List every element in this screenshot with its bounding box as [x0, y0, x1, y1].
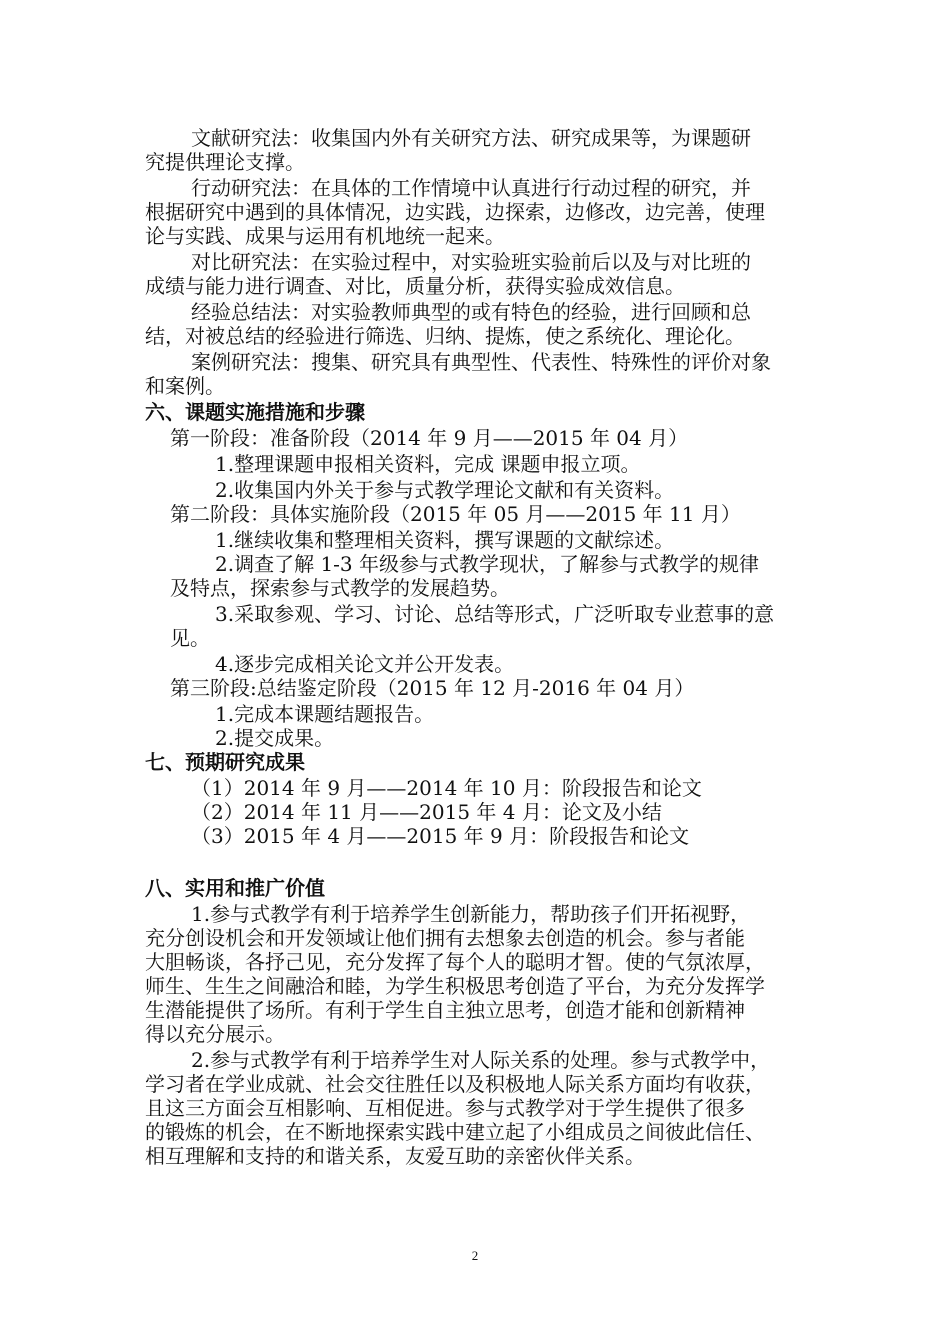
section-6-heading: 六、课题实施措施和步骤	[145, 400, 365, 424]
value-1-line-4: 师生、生生之间融洽和睦，为学生积极思考创造了平台，为充分发挥学	[145, 974, 765, 998]
literature-method-line-1: 文献研究法：收集国内外有关研究方法、研究成果等，为课题研	[191, 126, 751, 150]
stage-2-item-2b: 及特点，探索参与式教学的发展趋势。	[170, 576, 510, 600]
section-8-heading: 八、实用和推广价值	[145, 876, 325, 900]
value-1-line-2: 充分创设机会和开发领域让他们拥有去想象去创造的机会。参与者能	[145, 926, 745, 950]
stage-3-item-2: 2.提交成果。	[215, 726, 335, 750]
value-2-line-4: 的锻炼的机会，在不断地探索实践中建立起了小组成员之间彼此信任、	[145, 1120, 765, 1144]
stage-2-item-3a: 3.采取参观、学习、讨论、总结等形式，广泛听取专业惹事的意	[215, 602, 775, 626]
action-method-line-3: 论与实践、成果与运用有机地统一起来。	[145, 224, 505, 248]
experience-method-line-1: 经验总结法：对实验教师典型的或有特色的经验，进行回顾和总	[191, 300, 751, 324]
experience-method-line-2: 结，对被总结的经验进行筛选、归纳、提炼，使之系统化、理论化。	[145, 324, 745, 348]
value-1-line-3: 大胆畅谈，各抒己见，充分发挥了每个人的聪明才智。使的气氛浓厚，	[145, 950, 765, 974]
stage-3-item-1: 1.完成本课题结题报告。	[215, 702, 435, 726]
value-1-line-1: 1.参与式教学有利于培养学生创新能力，帮助孩子们开拓视野，	[191, 902, 751, 926]
stage-3-title: 第三阶段:总结鉴定阶段（2015 年 12 月-2016 年 04 月）	[170, 676, 695, 700]
stage-1-item-2: 2.收集国内外关于参与式教学理论文献和有关资料。	[215, 478, 675, 502]
section-7-heading: 七、预期研究成果	[145, 750, 305, 774]
stage-1-item-1: 1.整理课题申报相关资料，完成 课题申报立项。	[215, 452, 641, 476]
stage-2-item-4: 4.逐步完成相关论文并公开发表。	[215, 652, 515, 676]
action-method-line-2: 根据研究中遇到的具体情况，边实践，边探索，边修改，边完善，使理	[145, 200, 765, 224]
literature-method-line-2: 究提供理论支撑。	[145, 150, 305, 174]
result-3: （3）2015 年 4 月——2015 年 9 月：阶段报告和论文	[191, 824, 690, 848]
result-1: （1）2014 年 9 月——2014 年 10 月：阶段报告和论文	[191, 776, 702, 800]
case-method-line-2: 和案例。	[145, 374, 225, 398]
value-1-line-6: 得以充分展示。	[145, 1022, 285, 1046]
stage-2-title: 第二阶段：具体实施阶段（2015 年 05 月——2015 年 11 月）	[170, 502, 741, 526]
case-method-line-1: 案例研究法：搜集、研究具有典型性、代表性、特殊性的评价对象	[191, 350, 771, 374]
comparison-method-line-1: 对比研究法：在实验过程中，对实验班实验前后以及与对比班的	[191, 250, 751, 274]
value-1-line-5: 生潜能提供了场所。有利于学生自主独立思考，创造才能和创新精神	[145, 998, 745, 1022]
value-2-line-5: 相互理解和支持的和谐关系，友爱互助的亲密伙伴关系。	[145, 1144, 645, 1168]
stage-2-item-1: 1.继续收集和整理相关资料，撰写课题的文献综述。	[215, 528, 675, 552]
stage-1-title: 第一阶段：准备阶段（2014 年 9 月——2015 年 04 月）	[170, 426, 689, 450]
value-2-line-2: 学习者在学业成就、社会交往胜任以及积极地人际关系方面均有收获，	[145, 1072, 765, 1096]
value-2-line-1: 2.参与式教学有利于培养学生对人际关系的处理。参与式教学中，	[191, 1048, 771, 1072]
comparison-method-line-2: 成绩与能力进行调查、对比，质量分析，获得实验成效信息。	[145, 274, 685, 298]
result-2: （2）2014 年 11 月——2015 年 4 月：论文及小结	[191, 800, 662, 824]
value-2-line-3: 且这三方面会互相影响、互相促进。参与式教学对于学生提供了很多	[145, 1096, 745, 1120]
page-number: 2	[471, 1248, 479, 1263]
stage-2-item-2a: 2.调查了解 1-3 年级参与式教学现状，了解参与式教学的规律	[215, 552, 760, 576]
stage-2-item-3b: 见。	[170, 626, 210, 650]
action-method-line-1: 行动研究法：在具体的工作情境中认真进行行动过程的研究，并	[191, 176, 751, 200]
